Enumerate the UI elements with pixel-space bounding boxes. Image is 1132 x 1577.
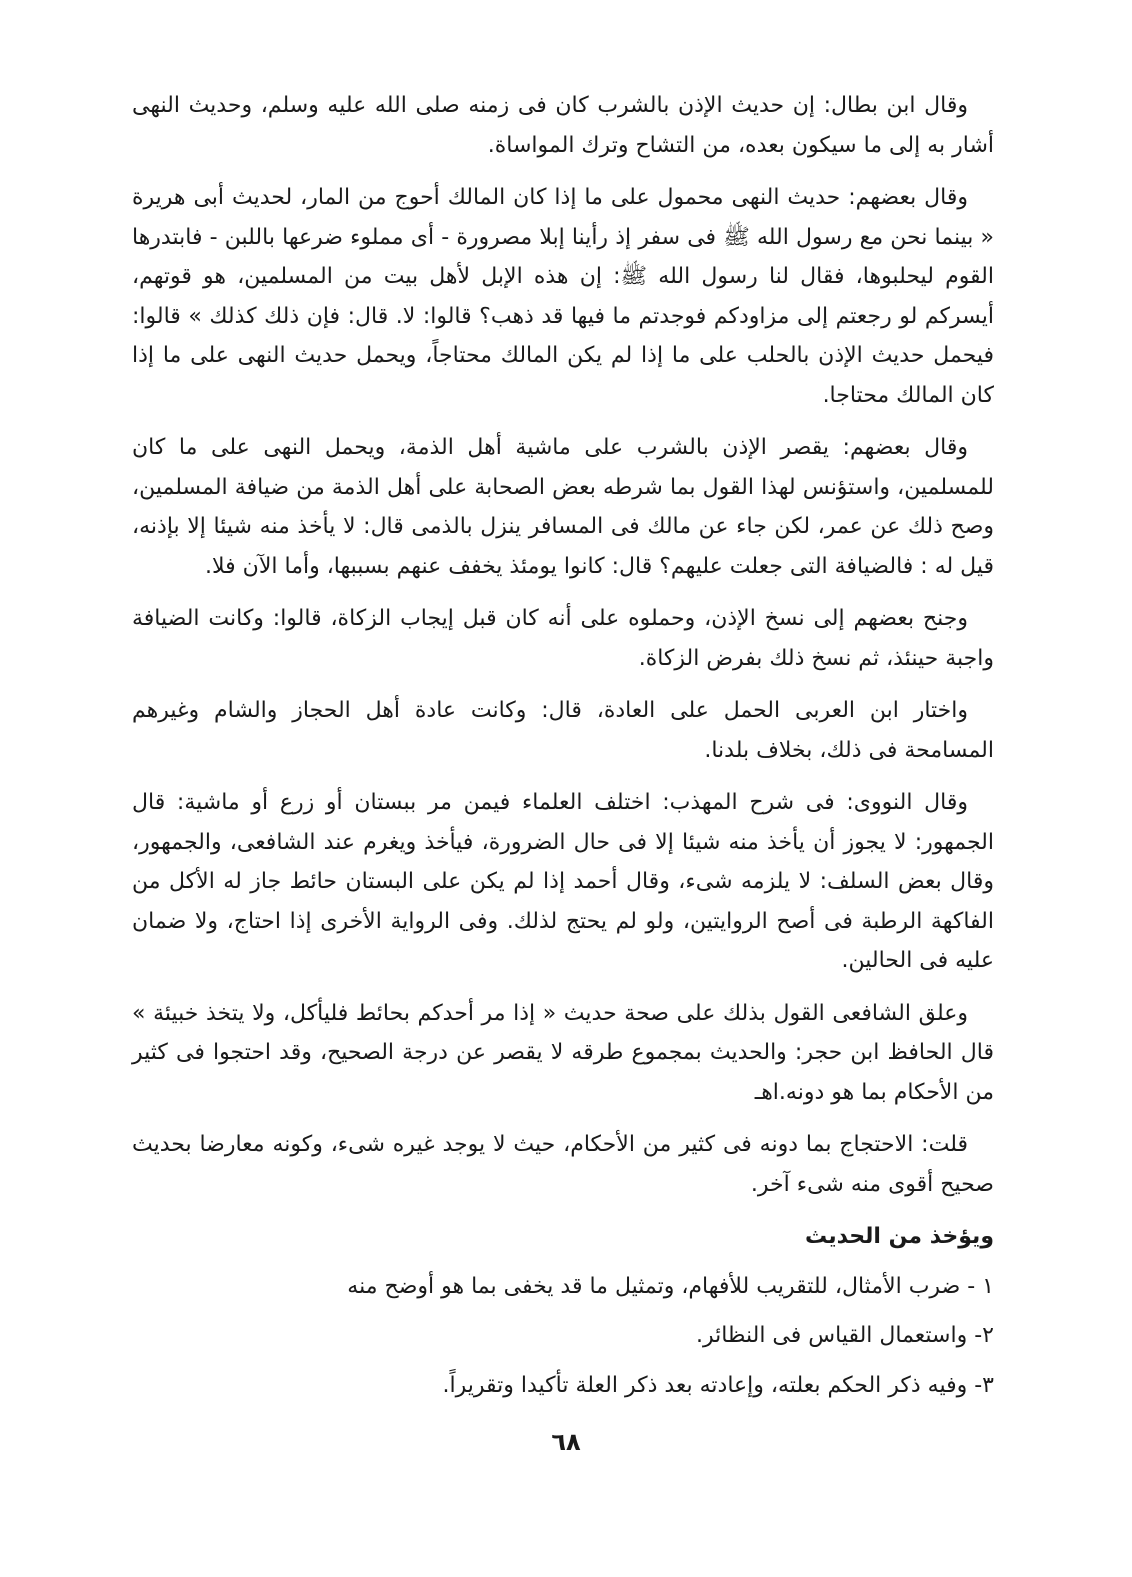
paragraph-author-comment: قلت: الاحتجاج بما دونه فى كثير من الأحكام، حيث لا يوجد غيره شىء، وكونه معارضا بحديث صحيح أقوى منه شىء آخر. <box>132 1132 994 1197</box>
paragraph-dhimmi-interpretation: وقال بعضهم: يقصر الإذن بالشرب على ماشية أهل الذمة، ويحمل النهى على ما كان للمسلمين، واستؤنس لهذا القول بما شرطه بعض الصحابة على أهل الذمة من ضيافة المسلمين، وصح ذلك عن عمر، لكن جاء عن مالك فى المسافر ينزل بالذمى قال: لا يأخذ منه شيئا إلا بإذنه، قيل له : فالضيافة التى جعلت عليهم؟ قال: كانوا يومئذ يخفف عنهم بسببها، وأما الآن فلا. <box>132 435 994 579</box>
list-item: ٣- وفيه ذكر الحكم بعلته، وإعادته بعد ذكر العلة تأكيدا وتقريراً. <box>442 1372 994 1398</box>
page-body <box>132 86 994 1415</box>
paragraph-nawawi: وقال النووى: فى شرح المهذب: اختلف العلماء فيمن مر ببستان أو زرع أو ماشية: قال الجمهور: لا يجوز أن يأخذ منه شيئا إلا فى حال الضرورة، فيأخذ ويغرم عند الشافعى، والجمهور، وقال بعض السلف: لا يلزمه شىء، وقال أحمد إذا لم يكن على البستان حائط جاز له الأكل من الفاكهة الرطبة فى أصح الروايتين، ولو لم يحتج لذلك. وفى الرواية الأخرى إذا احتاج، ولا ضمان عليه فى الحالين. <box>132 790 994 973</box>
paragraph-abrogation: وجنح بعضهم إلى نسخ الإذن، وحملوه على أنه كان قبل إيجاب الزكاة، قالوا: وكانت الضيافة واجبة حينئذ، ثم نسخ ذلك بفرض الزكاة. <box>132 606 994 671</box>
paragraph-ibn-battal: وقال ابن بطال: إن حديث الإذن بالشرب كان فى زمنه صلى الله عليه وسلم، وحديث النهى أشار به إلى ما سيكون بعده، من التشاح وترك المواساة. <box>132 93 994 158</box>
list-item: ١ - ضرب الأمثال، للتقريب للأفهام، وتمثيل ما قد يخفى بما هو أوضح منه <box>347 1273 994 1299</box>
paragraph-need-interpretation: وقال بعضهم: حديث النهى محمول على ما إذا كان المالك أحوج من المار، لحديث أبى هريرة « بينما نحن مع رسول الله ﷺ فى سفر إذ رأينا إبلا مصرورة - أى مملوء ضرعها باللبن - فابتدرها القوم ليحلبوها، فقال لنا رسول الله ﷺ: إن هذه الإبل لأهل بيت من المسلمين، هو قوتهم، أيسركم لو رجعتم إلى مزاودكم فوجدتم ما فيها قد ذهب؟ قالوا: لا. قال: فإن ذلك كذلك » قالوا: فيحمل حديث الإذن بالحلب على ما إذا لم يكن المالك محتاجاً، ويحمل حديث النهى على ما إذا كان المالك محتاجا. <box>132 185 994 408</box>
paragraph-ibn-arabi: واختار ابن العربى الحمل على العادة، قال: وكانت عادة أهل الحجاز والشام وغيرهم المسامحة فى ذلك، بخلاف بلدنا. <box>132 698 994 763</box>
section-heading: ويؤخذ من الحديث <box>805 1224 994 1249</box>
paragraph-shafii: وعلق الشافعى القول بذلك على صحة حديث « إذا مر أحدكم بحائط فليأكل، ولا يتخذ خبيئة » قال الحافظ ابن حجر: والحديث بمجموع طرقه لا يقصر عن درجة الصحيح، وقد احتجوا فى كثير من الأحكام بما هو دونه.اهـ <box>132 1000 994 1105</box>
page-number: ٦٨ <box>551 1428 581 1456</box>
lessons-list <box>132 1267 994 1406</box>
list-item: ٢- واستعمال القياس فى النظائر. <box>695 1323 994 1348</box>
